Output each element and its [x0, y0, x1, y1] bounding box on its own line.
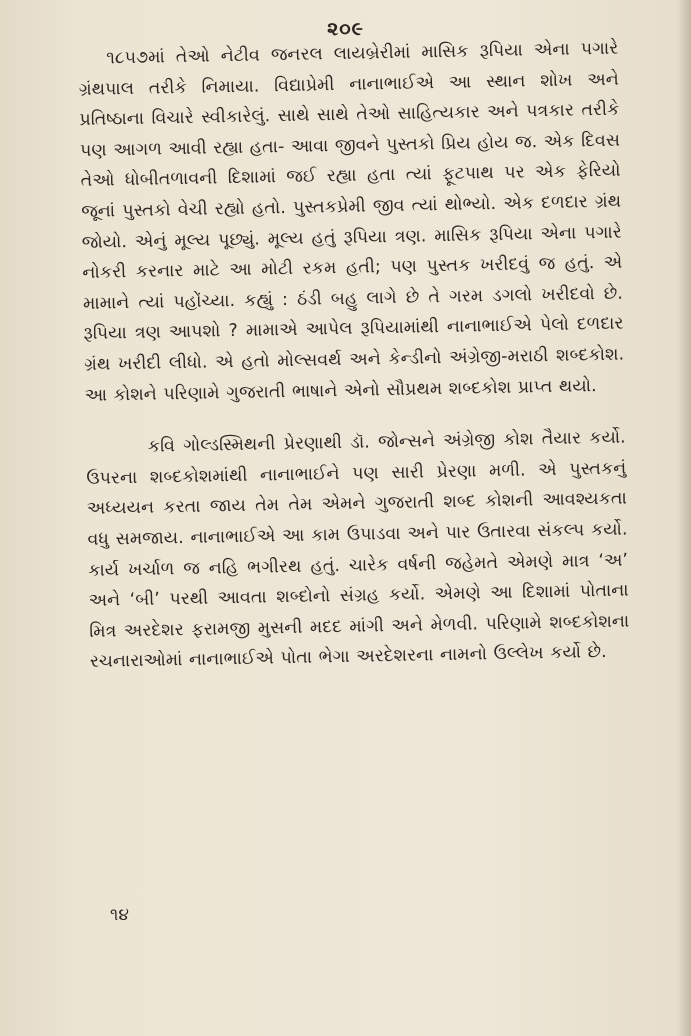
signature-mark: ૧૪ — [110, 905, 129, 925]
spine-shadow — [677, 0, 691, 1036]
page-number: ૨૦૯ — [327, 18, 364, 40]
paragraph-library-story: ૧૮૫૭માં તેઓ નેટીવ જનરલ લાયબ્રેરીમાં માસિક રૂપિયા એના પગારે ગ્રંથપાલ તરીકે નિમાયા. વિદ્યાપ્રેમી નાનાભાઈએ આ સ્થાન શોખ અને પ્રતિષ્ઠાના વિચારે સ્વીકારેલું. સાથે સાથે તેઓ સાહિત્યકાર અને પત્રકાર તરીકે પણ આગળ આવી રહ્યા હતા- આવા જીવને પુસ્તકો પ્રિય હોય જ. એક દિવસ તેઓ ધોબીતળાવની દિશામાં જઈ રહ્યા હતા ત્યાં ફૂટપાથ પર એક ફેરિયો જૂનાં પુસ્તકો વેચી રહ્યો હતો. પુસ્તકપ્રેમી જીવ ત્યાં થોભ્યો. એક દળદાર ગ્રંથ જોયો. એનું મૂલ્ય પૂછ્યું. મૂલ્ય હતું રૂપિયા ત્રણ. માસિક રૂપિયા એના પગારે નોકરી કરનાર માટે આ મોટી રકમ હતી; પણ પુસ્તક ખરીદવું જ હતું. એ મામાને ત્યાં પહોંચ્યા. કહ્યું : ઠંડી બહુ લાગે છે તે ગરમ ડગલો ખરીદવો છે. રૂપિયા ત્રણ આપશો ? મામાએ આપેલ રૂપિયામાંથી નાનાભાઈએ પેલો દળદાર ગ્રંથ ખરીદી લીધો. એ હતો મોલ્સવર્થ અને કેન્ડીનો અંગ્રેજી-મરાઠી શબ્દકોશ. આ કોશને પરિણામે ગુજરાતી ભાષાને એનો સૌપ્રથમ શબ્દકોશ પ્રાપ્ત થયો. — [78, 38, 625, 406]
body-text — [78, 34, 630, 678]
paragraph-dictionary-work: કવિ ગોલ્ડસ્મિથની પ્રેરણાથી ડૉ. જોન્સને અંગ્રેજી કોશ તૈયાર કર્યો. ઉપરના શબ્દકોશમાંથી નાનાભાઈને પણ સારી પ્રેરણા મળી. એ પુસ્તકનું અધ્યયન કરતા જાય તેમ તેમ એમને ગુજરાતી શબ્દ કોશની આવશ્યકતા વધુ સમજાય. નાનાભાઈએ આ કામ ઉપાડવા અને પાર ઉતારવા સંકલ્પ કર્યો. કાર્ય ખર્ચાળ જ નહિ ભગીરથ હતું. ચારેક વર્ષની જહેમતે એમણે માત્ર ‘અ’ અને ‘બી’ પરથી આવતા શબ્દોનો સંગ્રહ કર્યો. એમણે આ દિશામાં પોતાના મિત્ર અરદેશર ફરામજી મુસની મદદ માંગી અને મેળવી. પરિણામે શબ્દકોશના રચનારાઓમાં નાનાભાઈએ પોતા ભેગા અરદેશરના નામનો ઉલ્લેખ કર્યો છે. — [86, 427, 630, 673]
